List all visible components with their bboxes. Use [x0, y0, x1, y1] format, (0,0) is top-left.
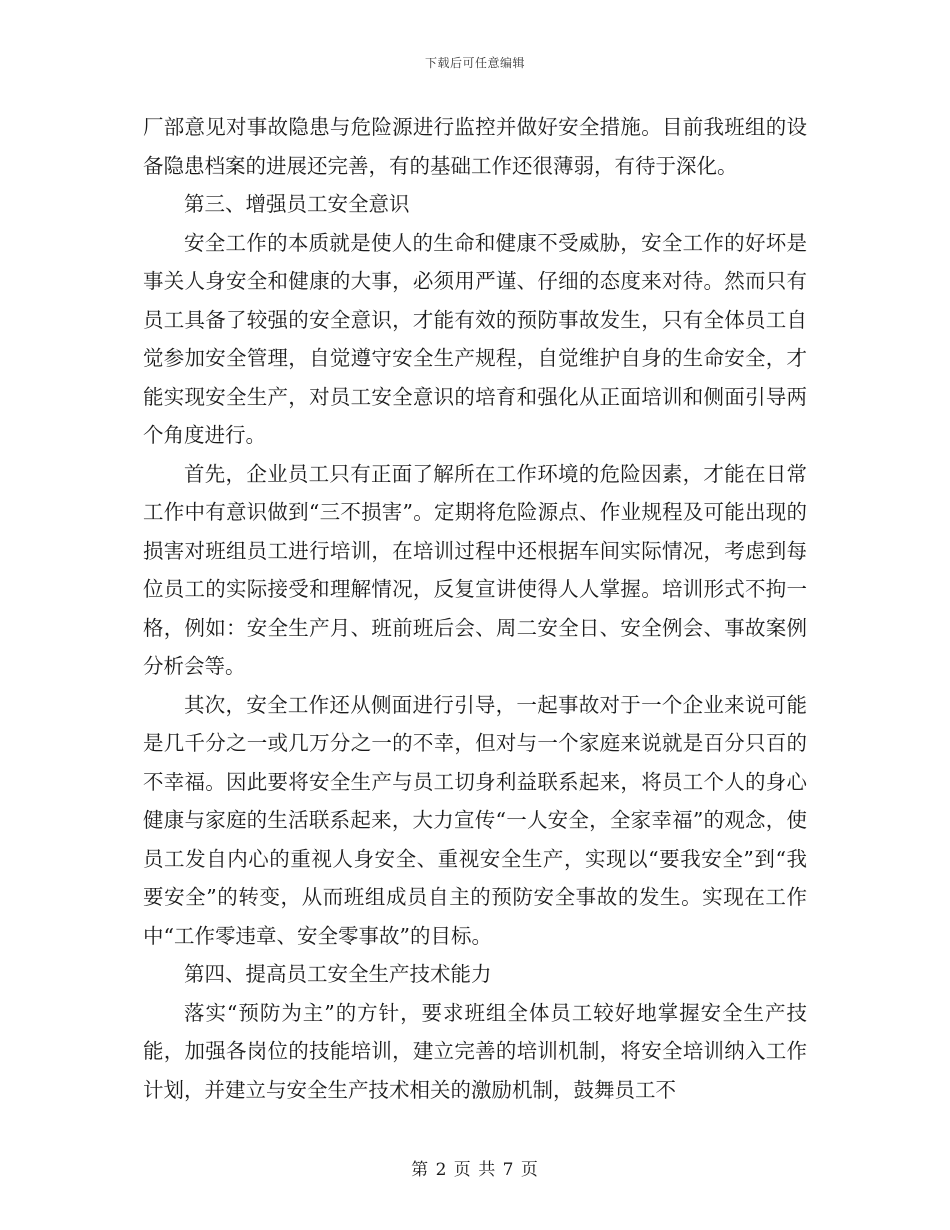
section-heading: 第三、增强员工安全意识 [184, 192, 410, 216]
paragraph: 首先，企业员工只有正面了解所在工作环境的危险因素，才能在日常工作中有意识做到“三不损害”。定期将危险源点、作业规程及可能出现的损害对班组员工进行培训，在培训过程中还根据车间实际情况，考虑到每位员工的实际接受和理解情况，反复宣讲使得人人掌握。培训形式不拘一格，例如：安全生产月、班前班后会、周二安全日、安全例会、事故案例分析会等。 [143, 461, 807, 678]
document-body [143, 108, 807, 1109]
page-footer: 第 2 页 共 7 页 [411, 1160, 539, 1180]
paragraph: 安全工作的本质就是使人的生命和健康不受威胁，安全工作的好坏是事关人身安全和健康的大事，必须用严谨、仔细的态度来对待。然而只有员工具备了较强的安全意识，才能有效的预防事故发生，只有全体员工自觉参加安全管理，自觉遵守安全生产规程，自觉维护自身的生命安全，才能实现安全生产，对员工安全意识的培育和强化从正面培训和侧面引导两个角度进行。 [143, 230, 807, 447]
page-header: 下载后可任意编辑 [424, 56, 525, 70]
paragraph: 落实“预防为主”的方针，要求班组全体员工较好地掌握安全生产技能，加强各岗位的技能培训，建立完善的培训机制，将安全培训纳入工作计划，并建立与安全生产技术相关的激励机制，鼓舞员工不 [143, 1000, 807, 1102]
section-heading: 第四、提高员工安全生产技术能力 [184, 962, 492, 986]
paragraph: 厂部意见对事故隐患与危险源进行监控并做好安全措施。目前我班组的设备隐患档案的进展还完善，有的基础工作还很薄弱，有待于深化。 [143, 115, 807, 178]
paragraph: 其次，安全工作还从侧面进行引导，一起事故对于一个企业来说可能是几千分之一或几万分之一的不幸，但对与一个家庭来说就是百分只百的不幸福。因此要将安全生产与员工切身利益联系起来，将员工个人的身心健康与家庭的生活联系起来，大力宣传“一人安全，全家幸福”的观念，使员工发自内心的重视人身安全、重视安全生产，实现以“要我安全”到“我要安全”的转变，从而班组成员自主的预防安全事故的发生。实现在工作中“工作零违章、安全零事故”的目标。 [143, 692, 807, 948]
